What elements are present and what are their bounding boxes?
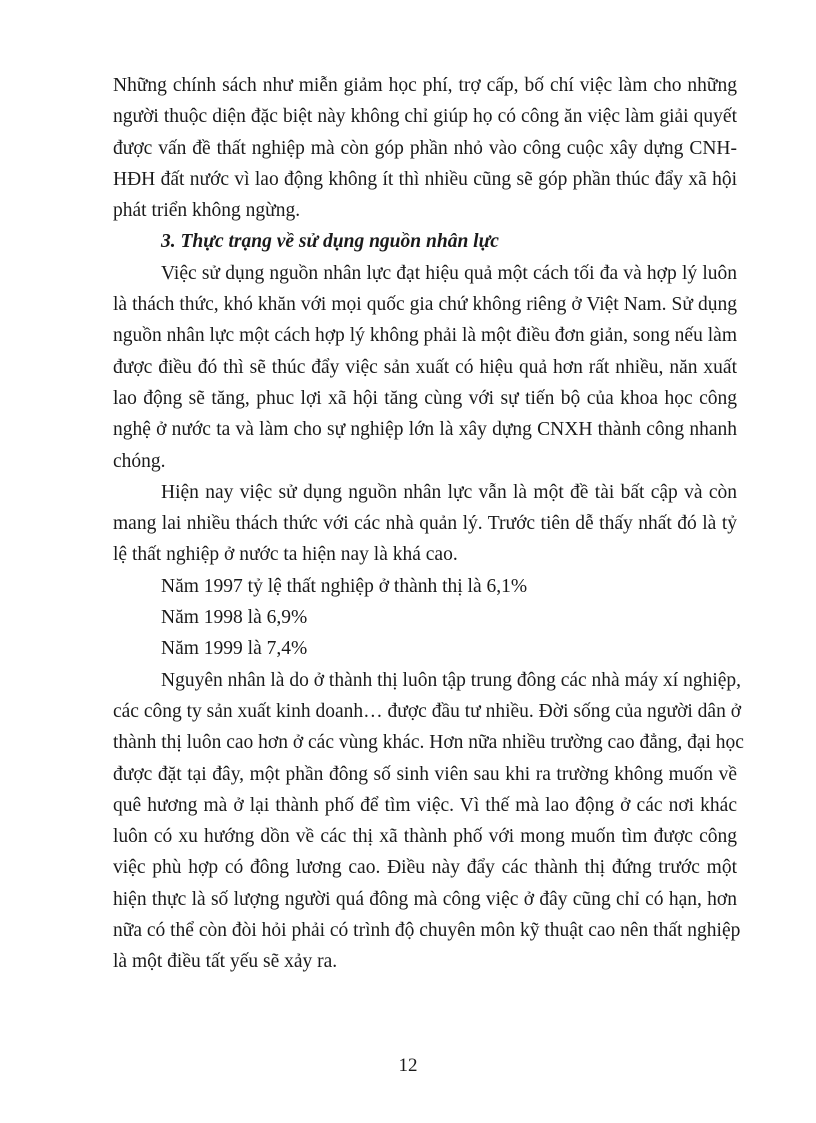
paragraph-line: luôn có xu hướng dồn về các thị xã thành phố với mong muốn tìm được công <box>113 826 737 848</box>
paragraph-line: phát triển không ngừng. <box>113 200 301 222</box>
paragraph-line: là một điều tất yếu sẽ xảy ra. <box>113 951 338 973</box>
paragraph-line: nữa có thể còn đòi hỏi phải có trình độ chuyên môn kỹ thuật cao nên thất nghiệp <box>113 920 741 942</box>
paragraph-line: các công ty sản xuất kinh doanh… được đầu tư nhiều. Đời sống của người dân ở <box>113 700 742 722</box>
paragraph-line: nghệ ở nước ta và làm cho sự nghiệp lớn là xây dựng CNXH thành công nhanh <box>113 419 737 441</box>
stat-line-1999: Năm 1999 là 7,4% <box>161 638 308 660</box>
unemployment-stats-list <box>113 571 737 665</box>
paragraph-line: hiện thực là số lượng người quá đông mà công việc ở đây cũng chỉ có hạn, hơn <box>113 888 737 910</box>
paragraph-line: Việc sử dụng nguồn nhân lực đạt hiệu quả một cách tối đa và hợp lý luôn <box>161 262 737 284</box>
paragraph-line: mang lai nhiều thách thức với các nhà quản lý. Trước tiên dễ thấy nhất đó là tỷ <box>113 513 737 535</box>
stat-line-1997: Năm 1997 tỷ lệ thất nghiệp ở thành thị là 6,1% <box>161 575 528 597</box>
paragraph-line: nguồn nhân lực một cách hợp lý không phải là một điều đơn giản, song nếu làm <box>113 325 737 347</box>
paragraph-line: Hiện nay việc sử dụng nguồn nhân lực vẫn là một đề tài bất cập và còn <box>161 481 737 503</box>
page-number: 12 <box>398 1055 418 1076</box>
paragraph-line: Những chính sách như miễn giảm học phí, trợ cấp, bố chí việc làm cho những <box>113 75 737 96</box>
document-page <box>113 70 744 978</box>
paragraph-line: thành thị luôn cao hơn ở các vùng khác. Hơn nữa nhiều trường cao đẳng, đại học <box>113 732 744 754</box>
paragraph-line: chóng. <box>113 450 166 472</box>
paragraph-line: là thách thức, khó khăn với mọi quốc gia chứ không riêng ở Việt Nam. Sử dụng <box>113 294 737 316</box>
section-heading: 3. Thực trạng về sử dụng nguồn nhân lực <box>161 231 499 253</box>
paragraph-line: việc phù hợp có đông lương cao. Điều này đẩy các thành thị đứng trước một <box>113 857 737 879</box>
paragraph-line: được đặt tại đây, một phần đông số sinh viên sau khi ra trường không muốn về <box>113 763 737 785</box>
paragraph-line: người thuộc diện đặc biệt này không chỉ giúp họ có công ăn việc làm giải quyết <box>113 106 737 128</box>
paragraph-current-state <box>113 477 737 571</box>
paragraph-line: quê hương mà ở lại thành phố để tìm việc. Vì thế mà lao động ở các nơi khác <box>113 794 737 816</box>
paragraph-line: lệ thất nghiệp ở nước ta hiện nay là khá cao. <box>113 544 458 566</box>
paragraph-line: Nguyên nhân là do ở thành thị luôn tập trung đông các nhà máy xí nghiệp, <box>161 669 742 691</box>
stat-line-1998: Năm 1998 là 6,9% <box>161 607 308 629</box>
paragraph-causes <box>113 665 744 978</box>
paragraph-line: lao động sẽ tăng, phuc lợi xã hội tăng cùng với sự tiến bộ của khoa học công <box>113 387 737 409</box>
paragraph-line: được vấn đề thất nghiệp mà còn góp phần nhỏ vào công cuộc xây dựng CNH- <box>113 137 737 159</box>
paragraph-intro <box>113 70 737 226</box>
paragraph-usage <box>113 258 737 477</box>
paragraph-line: HĐH đất nước vì lao động không ít thì nhiều cũng sẽ góp phần thúc đẩy xã hội <box>113 168 737 190</box>
paragraph-line: được điều đó thì sẽ thúc đẩy việc sản xuất có hiệu quả hơn rất nhiều, năn xuất <box>113 356 737 378</box>
